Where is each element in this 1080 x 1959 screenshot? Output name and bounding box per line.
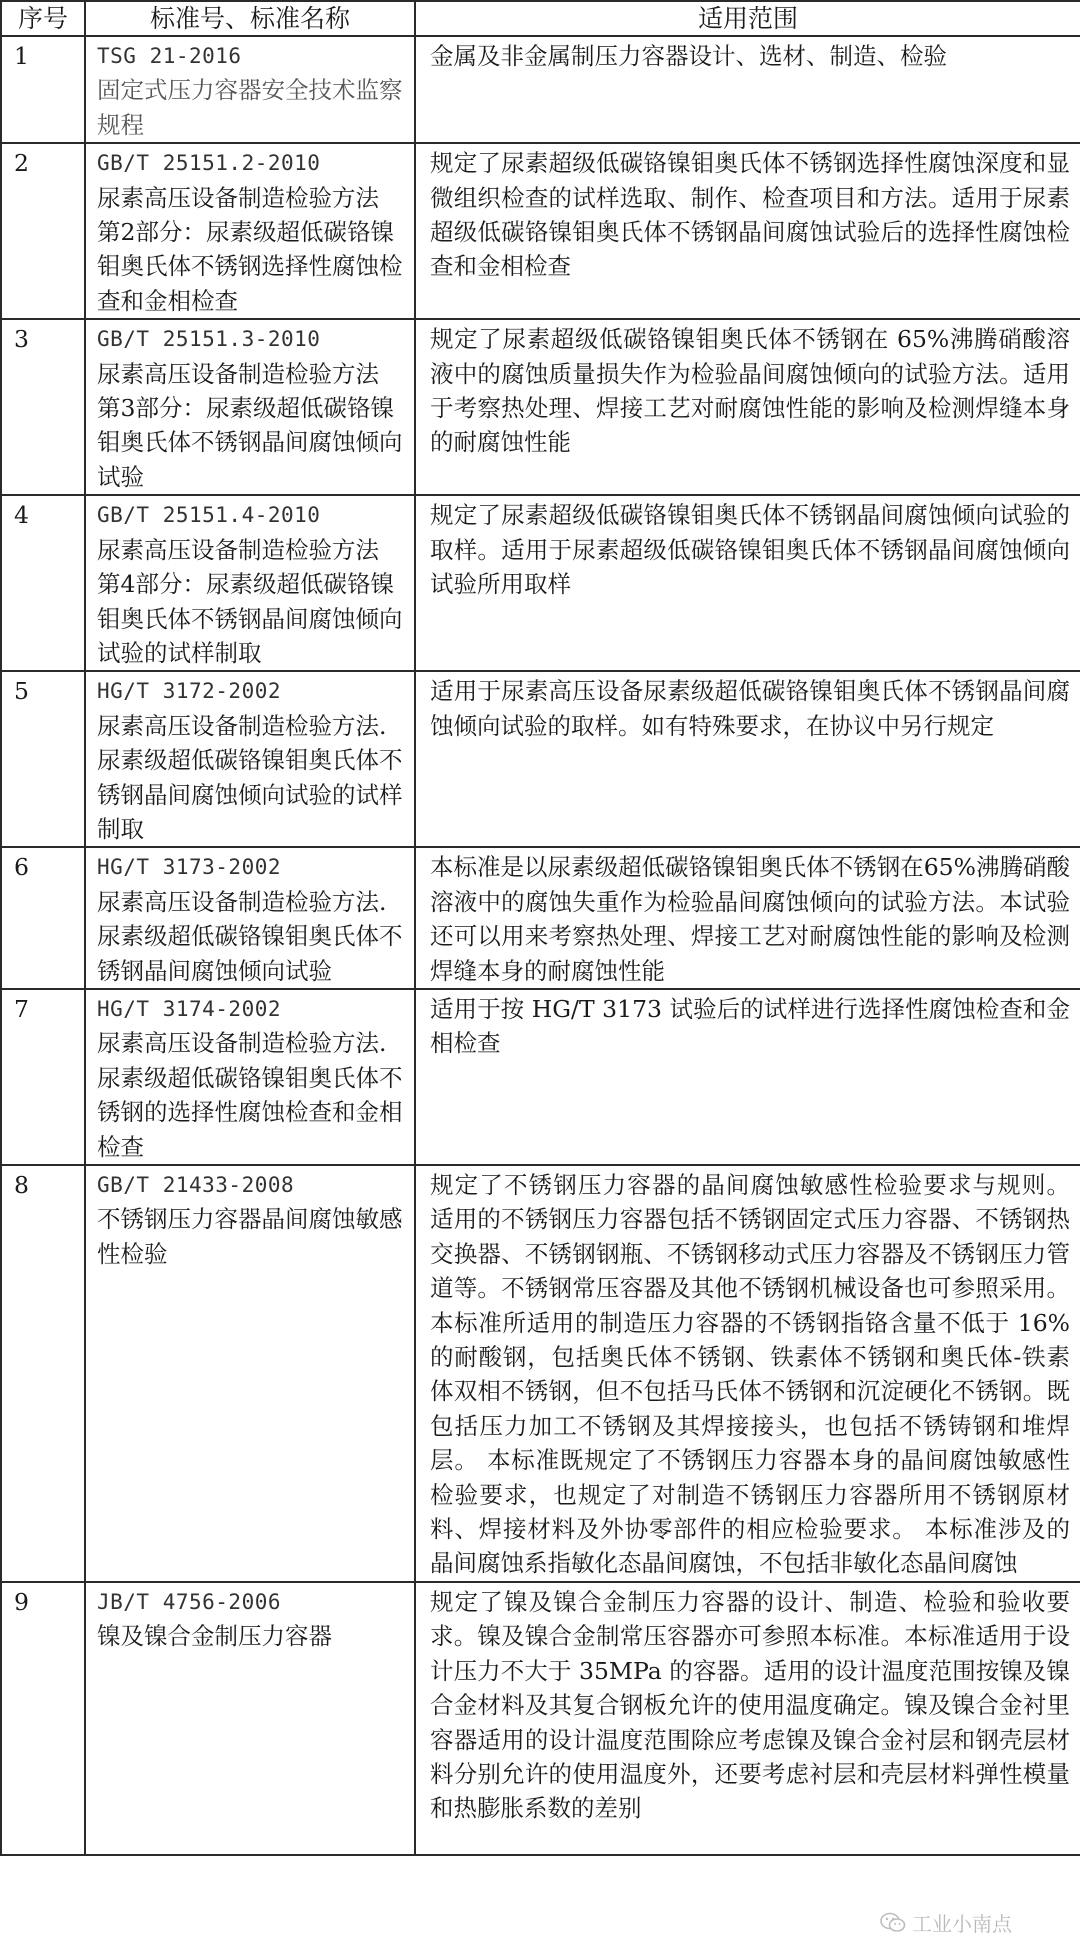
scope-cell: 规定了尿素超级低碳铬镍钼奥氏体不锈钢选择性腐蚀深度和显微组织检查的试样选取、制作、检查项目和方法。适用于尿素超级低碳铬镍钼奥氏体不锈钢晶间腐蚀试验后的选择性腐蚀检查和金相检查 [415,143,1080,319]
standard-name: 尿素高压设备制造检验方法.尿素级超低碳铬镍钼奥氏体不锈钢晶间腐蚀倾向试验 [97,887,403,985]
table-row [1,143,1080,319]
standard-name: 不锈钢压力容器晶间腐蚀敏感性检验 [97,1205,403,1268]
watermark [880,1908,1012,1937]
header-num: 序号 [1,1,85,36]
wechat-icon [880,1912,906,1934]
standard-cell [85,319,415,495]
row-num: 9 [1,1582,85,1855]
standard-code: GB/T 25151.3-2010 [97,327,321,352]
scope-cell: 规定了尿素超级低碳铬镍钼奥氏体不锈钢在 65%沸腾硝酸溶液中的腐蚀质量损失作为检验晶间腐蚀倾向的试验方法。适用于考察热处理、焊接工艺对耐腐蚀性能的影响及检测焊缝本身的耐腐蚀性能 [415,319,1080,495]
standard-cell [85,1582,415,1855]
table-row [1,671,1080,847]
standard-code: HG/T 3172-2002 [97,679,282,704]
scope-cell: 本标准是以尿素级超低碳铬镍钼奥氏体不锈钢在65%沸腾硝酸溶液中的腐蚀失重作为检验晶间腐蚀倾向的试验方法。本试验还可以用来考察热处理、焊接工艺对耐腐蚀性能的影响及检测焊缝本身的耐腐蚀性能 [415,847,1080,989]
table-row [1,36,1080,143]
standard-code: TSG 21-2016 [97,44,242,68]
table-row [1,989,1080,1165]
row-num: 7 [1,989,85,1165]
row-num: 3 [1,319,85,495]
scope-cell: 规定了镍及镍合金制压力容器的设计、制造、检验和验收要求。镍及镍合金制常压容器亦可参照本标准。本标准适用于设计压力不大于 35MPa 的容器。适用的设计温度范围按镍及镍合金材料及其复合钢板允许的使用温度确定。镍及镍合金衬里容器适用的设计温度范围除应考虑镍及镍合金衬层和钢壳层材料分别允许的使用温度外，还要考虑衬层和壳层材料弹性模量和热膨胀系数的差别 [415,1582,1080,1855]
standard-name: 固定式压力容器安全技术监察规程 [97,76,403,139]
standard-cell [85,671,415,847]
standard-code: HG/T 3173-2002 [97,855,282,880]
row-num: 5 [1,671,85,847]
table-row [1,1582,1080,1855]
scope-cell: 规定了尿素超级低碳铬镍钼奥氏体不锈钢晶间腐蚀倾向试验的取样。适用于尿素超级低碳铬镍钼奥氏体不锈钢晶间腐蚀倾向试验所用取样 [415,495,1080,671]
row-num: 1 [1,36,85,143]
row-num: 2 [1,143,85,319]
row-num: 6 [1,847,85,989]
row-num: 8 [1,1165,85,1582]
header-scope: 适用范围 [415,1,1080,36]
standard-code: GB/T 25151.4-2010 [97,503,321,528]
standard-name: 尿素高压设备制造检验方法 第2部分：尿素级超低碳铬镍钼奥氏体不锈钢选择性腐蚀检查和金相检查 [97,183,403,315]
scope-cell: 规定了不锈钢压力容器的晶间腐蚀敏感性检验要求与规则。 适用的不锈钢压力容器包括不锈钢固定式压力容器、不锈钢热交换器、不锈钢钢瓶、不锈钢移动式压力容器及不锈钢压力管道等。不锈钢常压容器及其他不锈钢机械设备也可参照采用。本标准所适用的制造压力容器的不锈钢指铬含量不低于 16%的耐酸钢，包括奥氏体不锈钢、铁素体不锈钢和奥氏体-铁素体双相不锈钢，但不包括马氏体不锈钢和沉淀硬化不锈钢。既包括压力加工不锈钢及其焊接接头，也包括不锈铸钢和堆焊层。 本标准既规定了不锈钢压力容器本身的晶间腐蚀敏感性检验要求，也规定了对制造不锈钢压力容器所用不锈钢原材料、焊接材料及外协零部件的相应检验要求。 本标准涉及的晶间腐蚀系指敏化态晶间腐蚀，不包括非敏化态晶间腐蚀 [415,1165,1080,1582]
standard-name: 尿素高压设备制造检验方法 第3部分：尿素级超低碳铬镍钼奥氏体不锈钢晶间腐蚀倾向试验 [97,359,403,491]
watermark-text: 工业小南点 [912,1912,1012,1936]
table-row [1,495,1080,671]
standard-name: 尿素高压设备制造检验方法.尿素级超低碳铬镍钼奥氏体不锈钢晶间腐蚀倾向试验的试样制取 [97,711,403,843]
table-header-row [1,1,1080,36]
row-num: 4 [1,495,85,671]
standard-name: 尿素高压设备制造检验方法 第4部分：尿素级超低碳铬镍钼奥氏体不锈钢晶间腐蚀倾向试验的试样制取 [97,535,403,667]
table-row [1,319,1080,495]
scope-cell: 金属及非金属制压力容器设计、选材、制造、检验 [415,36,1080,143]
standard-cell [85,847,415,989]
table-row [1,1165,1080,1582]
standard-cell [85,989,415,1165]
header-standard: 标准号、标准名称 [85,1,415,36]
standard-cell [85,1165,415,1582]
scope-cell: 适用于尿素高压设备尿素级超低碳铬镍钼奥氏体不锈钢晶间腐蚀倾向试验的取样。如有特殊要求，在协议中另行规定 [415,671,1080,847]
table-row [1,847,1080,989]
scope-cell: 适用于按 HG/T 3173 试验后的试样进行选择性腐蚀检查和金相检查 [415,989,1080,1165]
standard-name: 镍及镍合金制压力容器 [97,1622,332,1651]
standard-cell [85,495,415,671]
standard-code: JB/T 4756-2006 [97,1589,282,1614]
standard-code: GB/T 25151.2-2010 [97,151,321,176]
standard-name: 尿素高压设备制造检验方法.尿素级超低碳铬镍钼奥氏体不锈钢的选择性腐蚀检查和金相检查 [97,1029,403,1161]
standard-code: HG/T 3174-2002 [97,996,282,1021]
standard-cell [85,36,415,143]
standard-cell [85,143,415,319]
standard-code: GB/T 21433-2008 [97,1173,295,1197]
